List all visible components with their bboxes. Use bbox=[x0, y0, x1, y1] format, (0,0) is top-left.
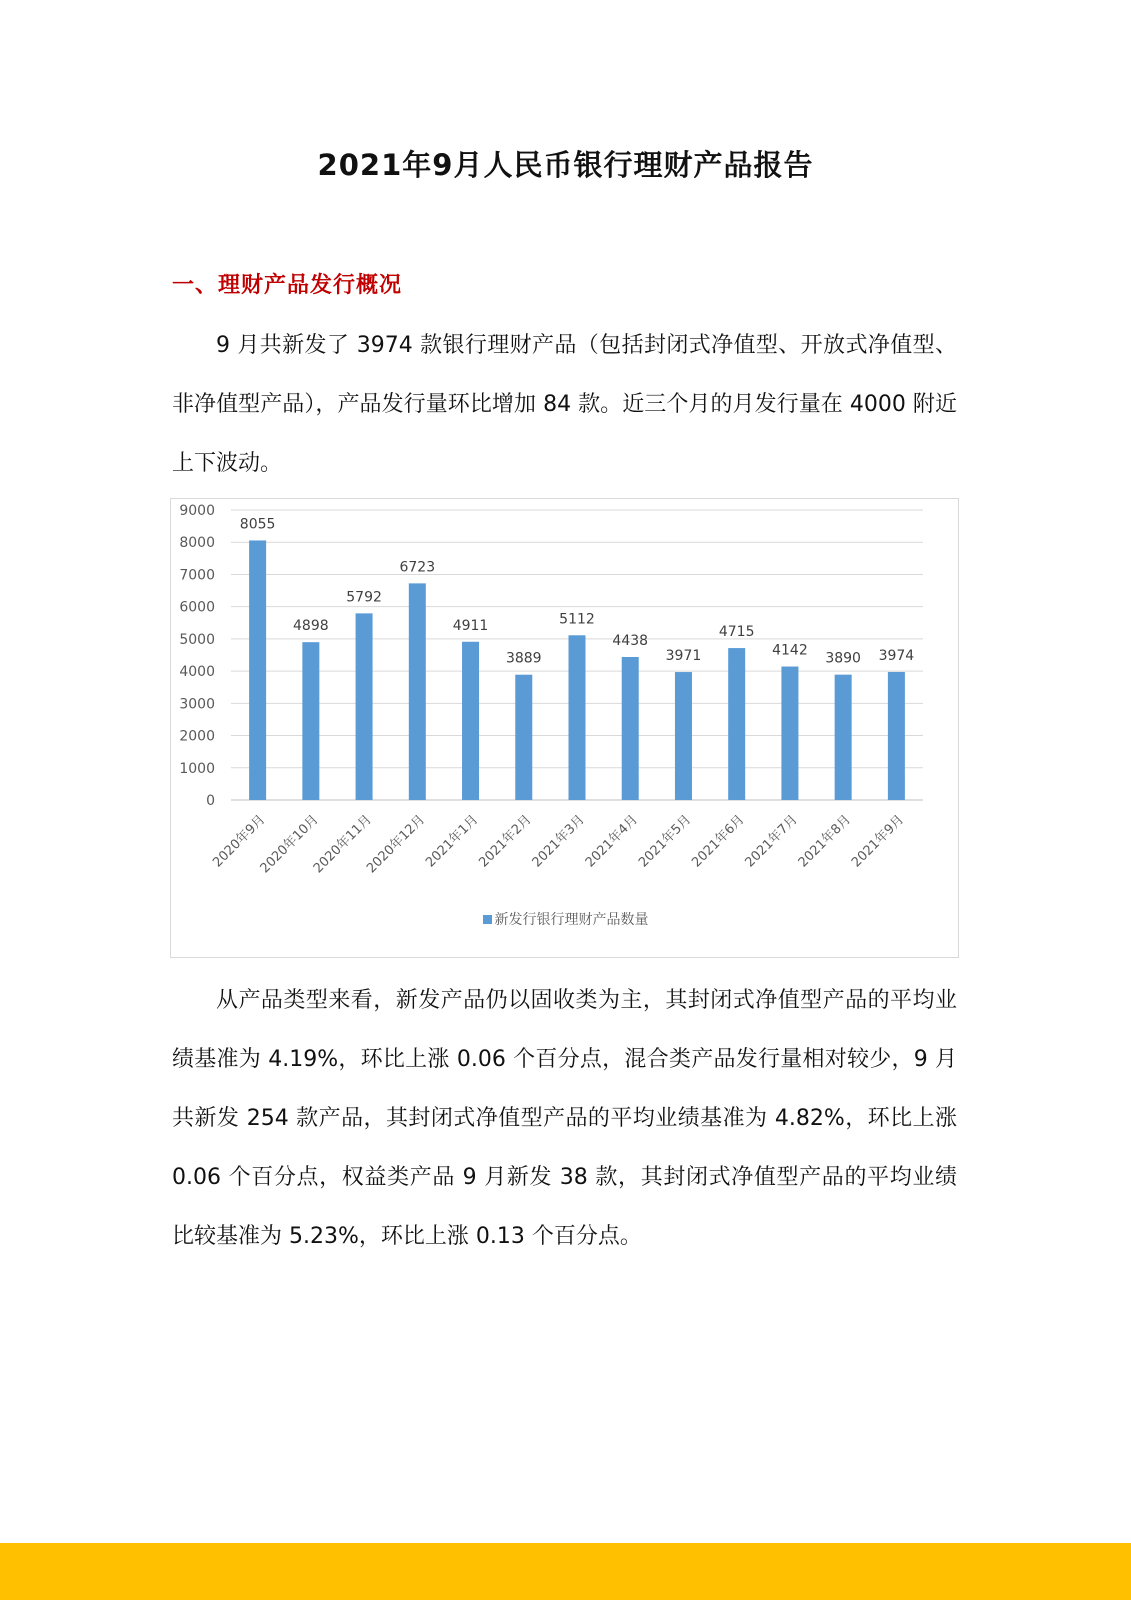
x-tick-label: 2020年10月 bbox=[257, 812, 322, 877]
bar bbox=[728, 648, 745, 800]
legend-swatch bbox=[483, 915, 492, 924]
data-label: 3971 bbox=[665, 648, 702, 665]
x-tick-label: 2021年3月 bbox=[529, 812, 588, 871]
y-tick-label: 0 bbox=[206, 793, 215, 809]
x-tick-label: 2021年6月 bbox=[689, 812, 748, 871]
data-label: 6723 bbox=[399, 559, 436, 576]
document-title: 2021年9月人民币银行理财产品报告 bbox=[317, 148, 814, 182]
chart-legend bbox=[171, 909, 960, 929]
data-label: 8055 bbox=[239, 516, 276, 533]
bar bbox=[462, 642, 479, 800]
paragraph-issuance-overview: 9 月共新发了 3974 款银行理财产品（包括封闭式净值型、开放式净值型、非净值型产品），产品发行量环比增加 84 款。近三个月的月发行量在 4000 附近上下波动。 bbox=[172, 333, 957, 476]
data-label: 5792 bbox=[346, 589, 382, 606]
issuance-bar-chart bbox=[170, 498, 959, 958]
x-tick-label: 2021年1月 bbox=[423, 812, 482, 871]
x-tick-label: 2020年12月 bbox=[364, 812, 429, 877]
chart-plot-area bbox=[171, 499, 960, 899]
data-label: 4911 bbox=[452, 617, 489, 634]
x-tick-label: 2021年2月 bbox=[476, 812, 535, 871]
x-tick-label: 2020年9月 bbox=[210, 812, 269, 871]
bar bbox=[302, 642, 319, 800]
y-tick-label: 9000 bbox=[179, 503, 215, 519]
data-label: 3889 bbox=[505, 650, 542, 667]
bar bbox=[515, 675, 532, 800]
x-tick-label: 2021年8月 bbox=[795, 812, 854, 871]
bar bbox=[569, 635, 586, 800]
data-label: 3974 bbox=[878, 647, 915, 664]
x-tick-label: 2020年11月 bbox=[310, 812, 375, 877]
bar bbox=[675, 672, 692, 800]
x-tick-label: 2021年5月 bbox=[636, 812, 695, 871]
legend-label: 新发行银行理财产品数量 bbox=[494, 912, 649, 928]
bar bbox=[781, 667, 798, 800]
y-tick-label: 2000 bbox=[179, 728, 215, 745]
bar bbox=[622, 657, 639, 800]
bar bbox=[409, 583, 426, 800]
y-tick-label: 4000 bbox=[179, 664, 215, 681]
bar bbox=[835, 675, 852, 800]
section-heading: 一、理财产品发行概况 bbox=[172, 273, 403, 298]
data-label: 5112 bbox=[559, 611, 595, 628]
x-tick-label: 2021年4月 bbox=[582, 812, 642, 871]
y-tick-label: 1000 bbox=[179, 760, 215, 777]
y-tick-label: 7000 bbox=[179, 567, 215, 584]
bar bbox=[888, 672, 905, 800]
y-tick-label: 3000 bbox=[179, 696, 215, 713]
bar bbox=[249, 540, 266, 800]
data-label: 3890 bbox=[825, 650, 861, 667]
data-label: 4142 bbox=[772, 642, 808, 659]
x-tick-label: 2021年9月 bbox=[848, 812, 908, 871]
data-label: 4898 bbox=[293, 618, 329, 635]
y-tick-label: 8000 bbox=[179, 535, 215, 552]
y-tick-label: 6000 bbox=[179, 599, 215, 616]
data-label: 4715 bbox=[718, 624, 755, 641]
data-label: 4438 bbox=[612, 632, 649, 649]
x-tick-label: 2021年7月 bbox=[742, 812, 801, 871]
paragraph-product-types: 从产品类型来看，新发产品仍以固收类为主，其封闭式净值型产品的平均业绩基准为 4.19%，环比上涨 0.06 个百分点，混合类产品发行量相对较少，9 月共新发 254 款产品，其封闭式净值型产品的平均业绩基准为 4.82%，环比上涨 0.06 个百分点，权益类产品 9 月新发 38 款，其封闭式净值型产品的平均业绩比较基准为 5.23%，环比上涨 0.13 个百分点。 bbox=[172, 988, 957, 1249]
bar bbox=[356, 613, 373, 800]
y-tick-label: 5000 bbox=[179, 631, 215, 648]
footer-band bbox=[0, 1543, 1131, 1600]
